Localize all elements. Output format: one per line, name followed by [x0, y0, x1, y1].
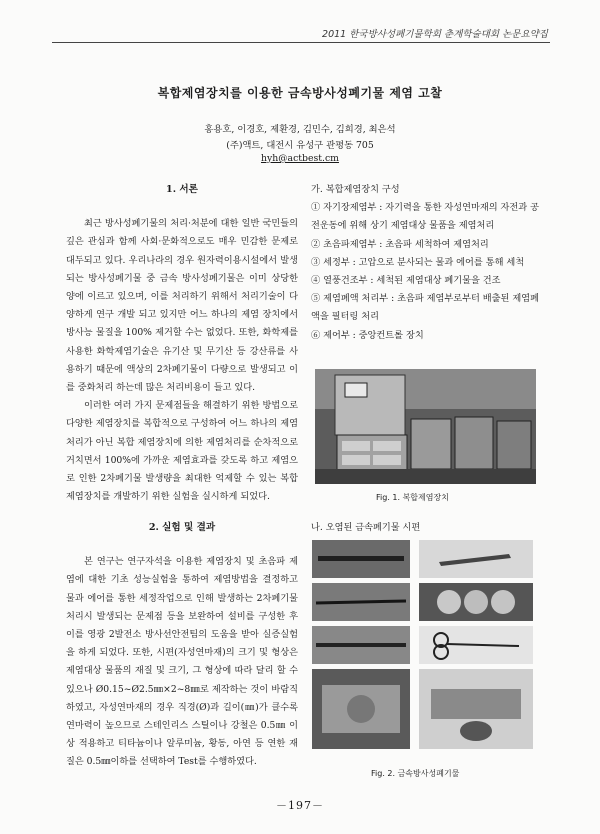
sample-photo-tool: [419, 540, 533, 578]
metal-rod-image: [312, 540, 410, 578]
header-rule: [52, 42, 550, 43]
decontamination-apparatus-image: [315, 369, 536, 484]
metal-bar-image: [312, 626, 410, 664]
sample-photo-discs: [419, 583, 533, 621]
metal-cylinder-image: [419, 669, 533, 749]
section-1-title: 1. 서론: [166, 184, 198, 195]
sample-photo-scissors: [419, 626, 533, 664]
scissors-image: [419, 626, 533, 664]
right-column-na: [311, 519, 539, 537]
list-item: ⑥ 제어부 : 중앙컨트롤 장치: [311, 329, 424, 341]
list-item: ① 자기장제염부 : 자기력을 통한 자성연마재의 자전과 공전운동에 위해 상기 제염대상 물품을 제염처리: [311, 202, 539, 232]
intro-paragraph-1: 최근 방사성폐기물의 처리·처분에 대한 일반 국민들의 깊은 관심과 함께 사회·문화적으로도 매우 민감한 문제로 대두되고 있다. 우리나라의 경우 원자력이용시설에서 발생되는 방사성폐기물 중 금속 방사성폐기물은 이미 상당한 양에 이르고 있으며, 이를 처리하기 위해서 처리기술이 다양하게 연구 개발 되고 있지만 어느 하나의 제염 장치에서 방사능 물질을 100% 제거할 수는 없었다. 또한, 화학제를 사용한 화학제염기술은 유기산 및 무기산 등 강산류를 사용하기 때문에 액상의 2차폐기물이 다량으로 발생되고 이를 중화처리 하는데 많은 처리비용이 들고 있다.: [66, 218, 298, 394]
subsection-na-title: 나. 오염된 금속폐기물 시편: [311, 522, 421, 533]
section-2-title: 2. 실험 및 결과: [148, 522, 216, 533]
metal-wire-image: [312, 583, 410, 621]
component-list: [311, 199, 539, 345]
figure-2-caption: Fig. 2. 금속방사성폐기물: [371, 769, 460, 778]
right-column: [311, 181, 539, 345]
sample-photo-bar: [312, 626, 410, 664]
list-item: ④ 열풍건조부 : 세척된 제염대상 폐기물을 건조: [311, 275, 501, 287]
figure-1-photo: [315, 369, 536, 484]
figure-1-caption: Fig. 1. 복합제염장치: [376, 493, 449, 502]
page-number: －197－: [276, 799, 324, 812]
metal-plate-image: [312, 669, 410, 749]
running-header: 2011 한국방사성폐기물학회 춘계학술대회 논문요약집: [322, 29, 548, 40]
intro-paragraph-2: 이러한 여러 가지 문제점들을 해결하기 위한 방법으로 다양한 제염장치를 복합적으로 구성하여 어느 하나의 제염처리가 아닌 복합 제염장치에 의한 제염처리를 순차적으로 거치면서 100%에 가까운 제염효과를 갖도록 하고 제염으로 인한 2차폐기물 발생량을 최대한 억제할 수 있는 복합제염장치를 개발하기 위한 실험을 실시하게 되었다.: [66, 400, 298, 503]
sample-photo-plate: [312, 669, 410, 749]
affiliation: (주)액트, 대전시 유성구 관평동 705: [226, 140, 374, 151]
author-list: 홍용호, 이경호, 제환경, 김민수, 김희경, 최은석: [204, 124, 396, 135]
paper-title: 복합제염장치를 이용한 금속방사성폐기물 제염 고찰: [157, 86, 443, 100]
sample-photo-wire: [312, 583, 410, 621]
list-item: ⑤ 제염폐액 처리부 : 초음파 제염부로부터 배출된 제염폐액을 필터링 처리: [311, 293, 539, 323]
metal-discs-image: [419, 583, 533, 621]
left-column-sec2: [66, 519, 298, 772]
subsection-ga-title: 가. 복합제염장치 구성: [311, 184, 400, 195]
author-email: hyh@actbest.cm: [261, 153, 339, 164]
list-item: ② 초음파제염부 : 초음파 세척하여 제염처리: [311, 238, 489, 250]
left-column: [66, 181, 298, 506]
list-item: ③ 세정부 : 고압으로 분사되는 물과 에어를 통해 세척: [311, 256, 525, 268]
sample-photo-rod: [312, 540, 410, 578]
experiment-paragraph: 본 연구는 연구자석을 이용한 제염장치 및 초음파 제염에 대한 기초 성능실험을 통하여 제염방법을 결정하고 물과 에어를 통한 세정작업으로 인해 발생하는 2차폐기물 처리시 발생되는 문제점 등을 보완하여 설비를 구성한 후 이를 영광 2발전소 방사선안전팀의 도움을 받아 실증실험을 하게 되었다. 또한, 시편(자성연마재)의 크기 및 형상은 제염대상 물품의 재질 및 크기, 그 형상에 따라 달리 할 수 있으나 Ø0.15~Ø2.5㎜×2~8㎜로 제작하는 것이 바람직하였고, 자성연마재의 경우 직경(Ø)과 길이(㎜)가 클수록 연마력이 높으므로 스테인리스 스틸이나 강철은 0.5㎜ 이상 적용하고 티타늄이나 알루미늄, 황동, 아연 등 연한 재질은 0.5㎜이하를 선택하여 Test를 수행하였다.: [66, 556, 298, 768]
metal-tool-image: [419, 540, 533, 578]
sample-photo-cylinder: [419, 669, 533, 749]
